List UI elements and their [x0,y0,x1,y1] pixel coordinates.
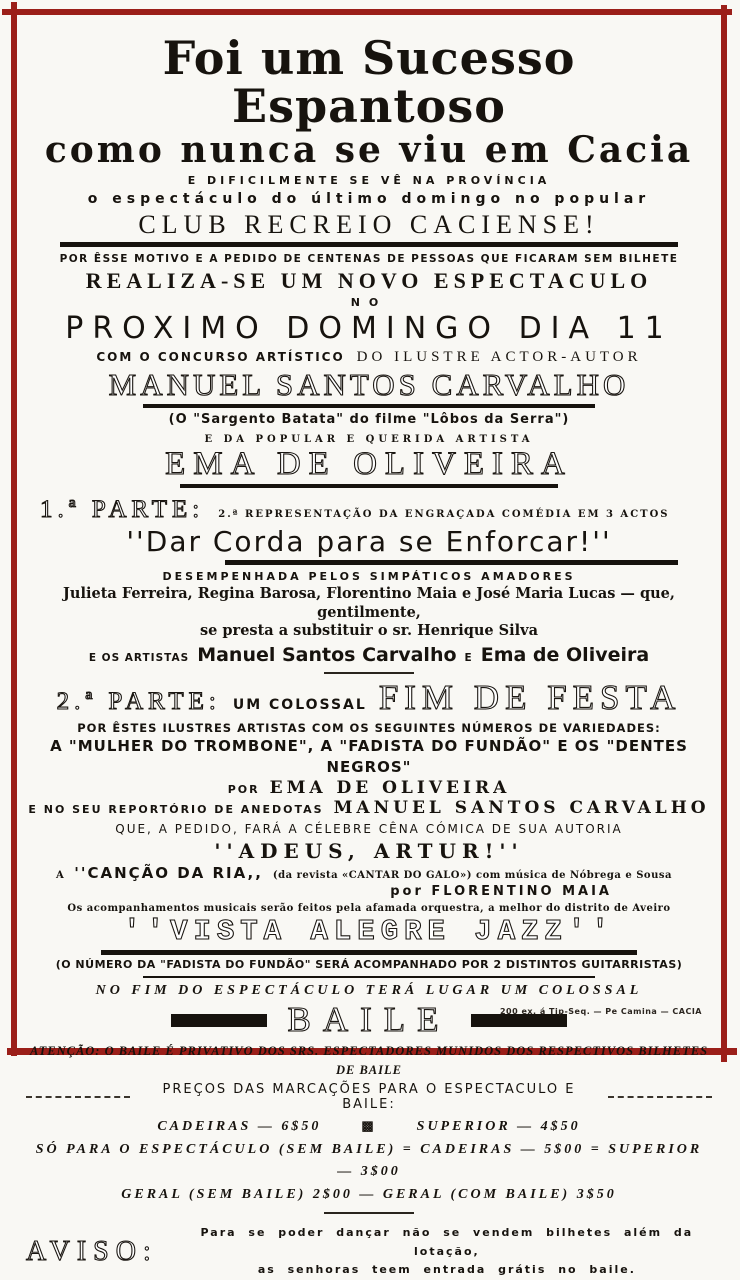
artist-1: Manuel Santos Carvalho [197,643,457,666]
popular-line: o espectáculo do último domingo no popular [87,190,651,207]
printer-imprint: 200 ex. á Tip-Seq. — Pe Camina — CACIA [499,1007,702,1016]
price-line-3: GERAL (SEM BAILE) 2$00 — GERAL (COM BAILE) 3$50 [121,1186,617,1202]
atencao-line: ATENÇÃO: O BAILE É PRIVATIVO DOS SRS. ESPECTADORES MUNIDOS DOS RESPECTIVOS BILHETES DE BAILE [29,1043,709,1077]
poster-frame-right [721,5,727,1062]
club-name: CLUB RECREIO CACIENSE! [138,210,600,240]
repertorio-label: E NO SEU REPORTÓRIO DE ANEDOTAS [28,802,324,816]
precos-left-dash [26,1096,130,1098]
um-colossal-label: UM COLOSSAL [232,696,367,713]
parte1-subheading: 2.ª REPRESENTAÇÃO DA ENGRAÇADA COMÉDIA EM 3 ACTOS [218,508,670,520]
parte2-heading: 2.ª PARTE: [56,687,221,715]
artists-conjunction: E [464,651,473,664]
play-title: ''Dar Corda para se Enforcar!'' [126,524,612,558]
baile-title: BAILE [287,1000,451,1040]
poster-frame-top [2,9,732,15]
variety-numbers-line: A "MULHER DO TROMBONE", A "FADISTA DO FUNDÃO" E OS "DENTES NEGROS" [50,736,688,776]
artist-2: Ema de Oliveira [480,643,650,666]
vista-alegre-jazz-title: ''VISTA ALEGRE JAZZ'' [123,915,615,949]
show-date: PROXIMO DOMINGO DIA 11 [65,311,673,347]
orquestra-note: Os acompanhamentos musicais serão feitos pela afamada orquestra, a melhor do distrito de Aveiro [67,903,671,915]
jazz-rule [101,950,636,955]
kicker-line: E DIFICILMENTE SE VÊ NA PROVÍNCIA [187,174,551,188]
artista-underline [180,484,557,488]
parte1-heading: 1.ª PARTE: [40,495,205,523]
cast-line-2: se presta a substituir o sr. Henrique Silva [199,621,538,639]
ema-name: EMA DE OLIVEIRA [269,777,511,798]
artista-intro: E DA POPULAR E QUERIDA ARTISTA [204,433,534,445]
cancao-note: (da revista «CANTAR DO GALO») com música de Nóbrega e Sousa [272,869,672,881]
baile-intro-line: NO FIM DO ESPECTÁCULO TERÁ LUGAR UM COLOSSAL [95,982,643,998]
florentino-name: FLORENTINO MAIA [431,883,612,899]
precos-right-dash [608,1096,712,1098]
por-label: POR [227,782,260,796]
ilustre-label: DO ILUSTRE ACTOR-AUTOR [356,349,642,366]
aviso-label: AVISO: [26,1235,158,1267]
poster-title: Foi um Sucesso Espantoso [162,31,576,134]
club-underline [60,242,677,247]
play-title-rule [225,560,678,565]
poster-frame-left [11,2,17,1056]
aviso-divider [324,1212,414,1214]
poster-subtitle: como nunca se viu em Cacia [44,128,694,171]
price-line-2: SÓ PARA O ESPECTÁCULO (SEM BAILE) = CADEIRAS — 5$00 = SUPERIOR — 3$00 [35,1141,703,1180]
actor-name: MANUEL SANTOS CARVALHO [108,367,630,403]
motive-line: POR ÊSSE MOTIVO E A PEDIDO DE CENTENAS DE PESSOAS QUE FICARAM SEM BILHETE [59,252,679,265]
artists-intro: E OS ARTISTAS [88,651,190,664]
guitarristas-rule [143,976,596,978]
concurso-label: COM O CONCURSO ARTÍSTICO [96,350,345,365]
cancao-da-ria-title: ''CANÇÃO DA RIA,, [74,863,263,882]
aviso-line-2: as senhoras teem entrada grátis no baile. [257,1263,636,1277]
cancao-a: A [56,869,65,881]
por-small-label: por [390,883,424,899]
precos-heading: PREÇOS DAS MARCAÇÕES PARA O ESPECTACULO E BAILE: [162,1082,576,1113]
new-show-line: REALIZA-SE UM NOVO ESPECTACULO [85,267,653,293]
baile-left-bar [171,1014,267,1027]
price-cadeiras: CADEIRAS — 6$50 [157,1119,322,1135]
section-divider [324,672,414,674]
no-word: NO [350,295,388,309]
guitarristas-line: (O NÚMERO DA "FADISTA DO FUNDÃO" SERÁ ACOMPANHADO POR 2 DISTINTOS GUITARRISTAS) [55,958,683,972]
aviso-line-1: Para se poder dançar não se vendem bilhetes além da lotação, [200,1225,694,1258]
pedido-line: QUE, A PEDIDO, FARÁ A CÉLEBRE CÊNA CÓMICA DE SUA AUTORIA [115,821,623,836]
actor-note: (O "Sargento Batata" do filme "Lôbos da Serra") [168,412,570,428]
price-superior: SUPERIOR — 4$50 [416,1119,581,1135]
artista-name: EMA DE OLIVEIRA [165,445,573,482]
por-estes-line: POR ÊSTES ILUSTRES ARTISTAS COM OS SEGUINTES NÚMEROS DE VARIEDADES: [77,720,661,735]
poster-content [26,20,712,1277]
desempenhada-line: DESEMPENHADA PELOS SIMPÁTICOS AMADORES [162,569,576,583]
adeus-artur-title: ''ADEUS, ARTUR!'' [214,838,524,863]
fim-de-festa-title: FIM DE FESTA [378,677,682,717]
cast-line-1: Julieta Ferreira, Regina Barosa, Florentino Maia e José Maria Lucas — que, gentilmente, [63,585,675,621]
aviso-text [182,1224,712,1280]
manuel-name: MANUEL SANTOS CARVALHO [333,797,710,818]
actor-underline [143,404,596,408]
printer-ornament-icon: ▩ [361,1118,377,1134]
